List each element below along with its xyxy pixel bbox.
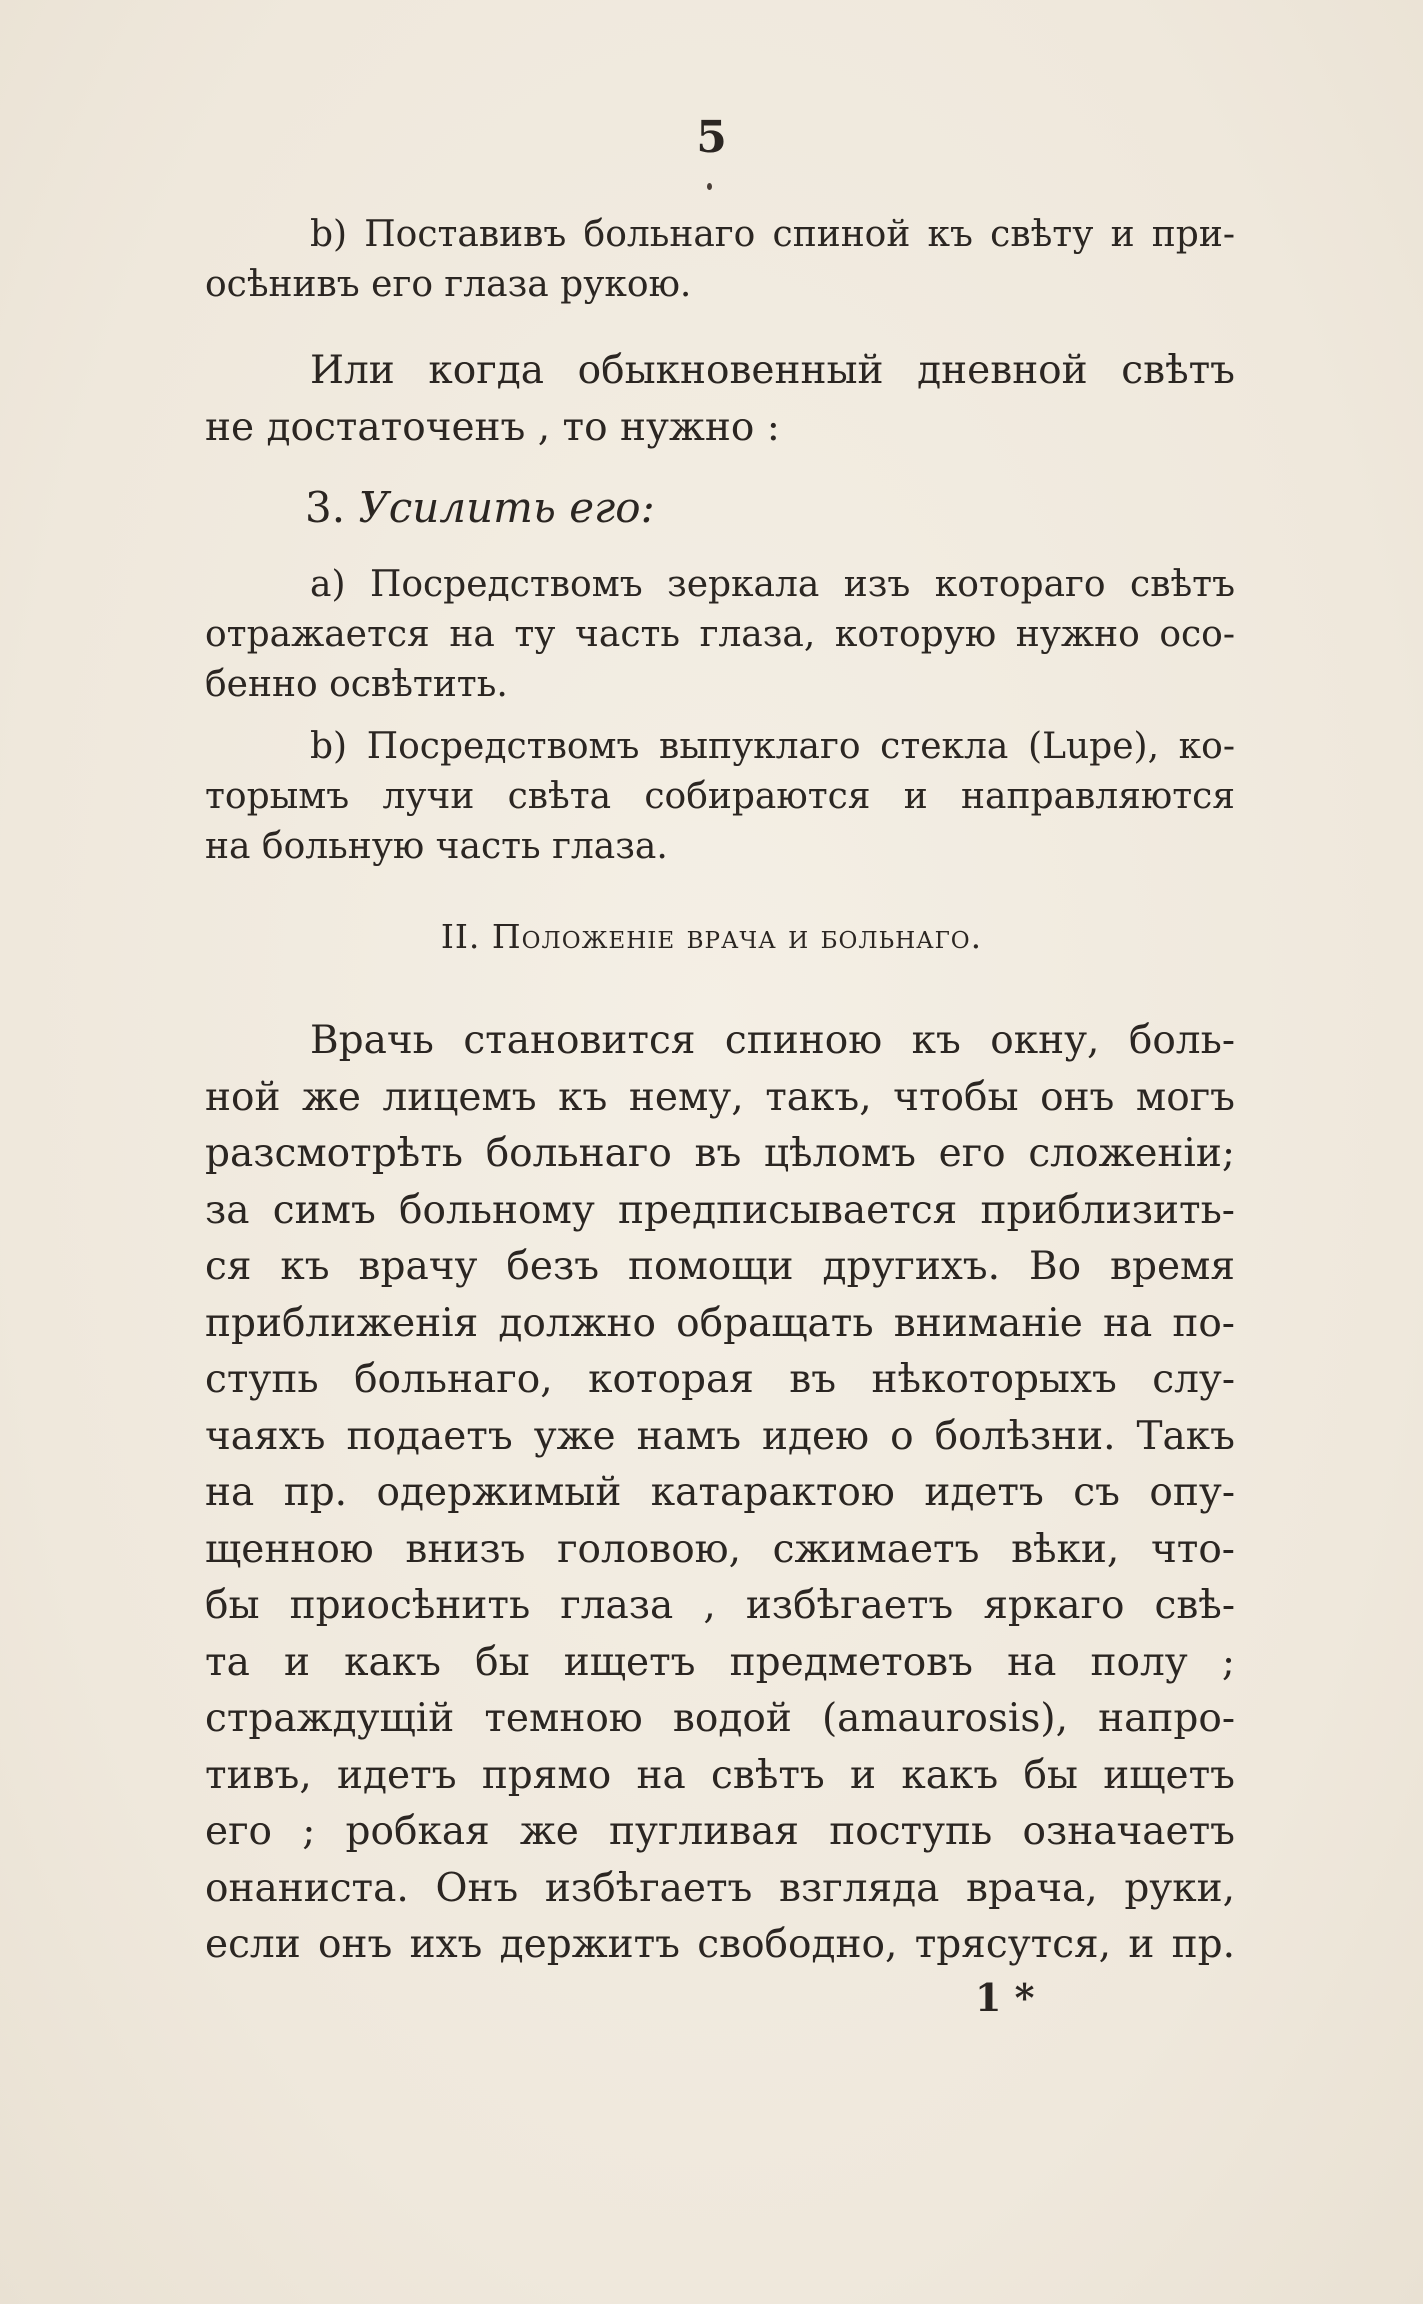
text-line: щенною внизъ головою, сжимаетъ вѣки, что- — [205, 1526, 1235, 1572]
text-line: не достаточенъ , то нужно : — [205, 404, 780, 450]
page-number: 5 — [696, 112, 727, 163]
text-line: если онъ ихъ держитъ свободно, трясутся, и пр. — [205, 1922, 1235, 1967]
text-line: a) Посредствомъ зеркала изъ котораго свѣтъ — [310, 564, 1235, 605]
paragraph-main — [205, 1013, 1235, 1974]
numbered-heading — [305, 483, 655, 532]
section-heading — [0, 917, 1423, 956]
section-numeral: II. — [440, 917, 481, 956]
ink-speck — [707, 183, 712, 190]
text-line: Врачь становится спиною къ окну, боль- — [310, 1018, 1235, 1063]
text-line: ной же лицемъ къ нему, такъ, чтобы онъ могъ — [205, 1074, 1235, 1120]
signature-mark: 1 * — [975, 1975, 1035, 2020]
section-title: Положеніе врача и больнаго. — [491, 917, 983, 956]
text-line: Или когда обыкновенный дневной свѣтъ — [310, 348, 1235, 393]
text-line: b) Поставивъ больнаго спиной къ свѣту и при- — [310, 214, 1235, 255]
text-line: онаниста. Онъ избѣгаетъ взгляда врача, руки, — [205, 1865, 1235, 1911]
text-line: b) Посредствомъ выпуклаго стекла (Lupe), ко- — [310, 726, 1235, 767]
text-line: та и какъ бы ищетъ предметовъ на полу ; — [205, 1639, 1235, 1685]
text-line: торымъ лучи свѣта собираются и направляются — [205, 776, 1235, 817]
text-line: страждущій темною водой (amaurosis), напро- — [205, 1696, 1235, 1741]
text-line: ступь больнаго, которая въ нѣкоторыхъ слу- — [205, 1357, 1235, 1402]
text-line: приближенія должно обращать вниманіе на по- — [205, 1300, 1235, 1346]
text-line: чаяхъ подаетъ уже намъ идею о болѣзни. Такъ — [205, 1413, 1235, 1459]
text-line: отражается на ту часть глаза, которую нужно осо- — [205, 614, 1235, 655]
paragraph-b-second — [205, 722, 1235, 872]
text-line: ся къ врачу безъ помощи другихъ. Во время — [205, 1244, 1235, 1289]
text-line: осѣнивъ его глаза рукою. — [205, 264, 692, 305]
heading-text: Усилить его: — [358, 483, 655, 532]
paragraph-or-when — [205, 343, 1235, 456]
text-line: тивъ, идетъ прямо на свѣтъ и какъ бы ищетъ — [205, 1752, 1235, 1798]
paragraph-a — [205, 560, 1235, 710]
text-line: на больную часть глаза. — [205, 826, 668, 867]
text-line: его ; робкая же пугливая поступь означаетъ — [205, 1809, 1235, 1854]
heading-number: 3. — [305, 483, 346, 532]
text-line: на пр. одержимый катарактою идетъ съ опу- — [205, 1470, 1235, 1515]
text-line: бы приосѣнить глаза , избѣгаетъ яркаго свѣ- — [205, 1583, 1235, 1628]
text-line: за симъ больному предписывается приблизить- — [205, 1187, 1235, 1233]
text-line: бенно освѣтить. — [205, 664, 508, 705]
text-line: разсмотрѣть больнаго въ цѣломъ его сложеніи; — [205, 1131, 1235, 1176]
paragraph-b-first — [205, 210, 1235, 310]
